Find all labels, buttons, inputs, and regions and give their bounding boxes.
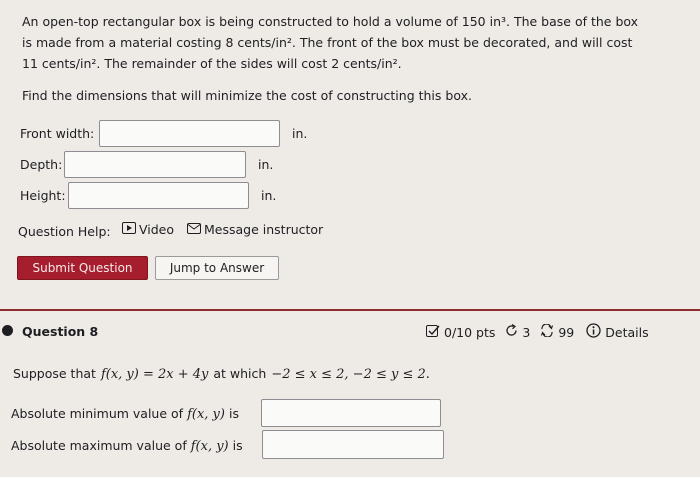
domain-expression: −2 ≤ x ≤ 2, −2 ≤ y ≤ 2. xyxy=(271,367,430,382)
info-icon xyxy=(586,323,601,341)
statement-prefix: Suppose that xyxy=(13,366,96,381)
height-input[interactable] xyxy=(68,182,249,209)
front-width-unit: in. xyxy=(292,126,308,141)
retries-count: 99 xyxy=(558,324,575,340)
video-icon xyxy=(122,222,136,237)
front-width-label: Front width: xyxy=(20,126,95,141)
message-instructor-label: Message instructor xyxy=(204,222,324,237)
question-bullet-icon xyxy=(2,325,13,336)
problem-prompt: Find the dimensions that will minimize the cost of constructing this box. xyxy=(22,88,472,103)
max-label-text: Absolute maximum value of xyxy=(11,438,187,453)
jump-to-answer-button[interactable]: Jump to Answer xyxy=(155,256,279,280)
depth-input[interactable] xyxy=(64,151,246,178)
max-fxy: f(x, y) xyxy=(190,439,229,454)
height-label: Height: xyxy=(20,188,66,203)
function-expression: f(x, y) = 2x + 4y xyxy=(100,367,209,382)
problem-line-1: An open-top rectangular box is being constructed to hold a volume of 150 in³. The base of the box xyxy=(22,14,639,29)
message-instructor-link[interactable] xyxy=(187,222,323,237)
question-8-meta xyxy=(426,323,649,341)
depth-label: Depth: xyxy=(20,157,63,172)
absolute-min-input[interactable] xyxy=(261,399,441,427)
details-link[interactable]: Details xyxy=(605,324,649,340)
attempts-count: 3 xyxy=(522,324,531,340)
envelope-icon xyxy=(187,222,201,237)
attempts-icon xyxy=(505,324,518,340)
video-link-label: Video xyxy=(139,222,175,237)
question-8-statement xyxy=(13,366,430,382)
checkbox-icon xyxy=(426,324,440,340)
problem-line-2: is made from a material costing 8 cents/in². The front of the box must be decorated, and will cost xyxy=(22,35,633,50)
question-separator xyxy=(0,309,700,311)
retry-icon xyxy=(540,324,554,340)
max-is: is xyxy=(232,438,243,453)
question-8-title: Question 8 xyxy=(22,324,99,339)
height-unit: in. xyxy=(261,188,277,203)
statement-mid: at which xyxy=(213,366,267,381)
min-fxy: f(x, y) xyxy=(187,407,225,422)
video-link[interactable] xyxy=(122,222,174,237)
depth-unit: in. xyxy=(258,157,274,172)
submit-question-button[interactable]: Submit Question xyxy=(17,256,148,280)
min-is: is xyxy=(228,406,239,421)
question-help-label: Question Help: xyxy=(18,224,111,239)
absolute-max-input[interactable] xyxy=(262,430,444,459)
points-text: 0/10 pts xyxy=(444,324,496,340)
absolute-min-label xyxy=(11,406,239,422)
absolute-max-label xyxy=(11,438,243,454)
front-width-input[interactable] xyxy=(99,120,280,147)
min-label-text: Absolute minimum value of xyxy=(11,406,184,421)
problem-line-3: 11 cents/in². The remainder of the sides will cost 2 cents/in². xyxy=(22,56,402,71)
